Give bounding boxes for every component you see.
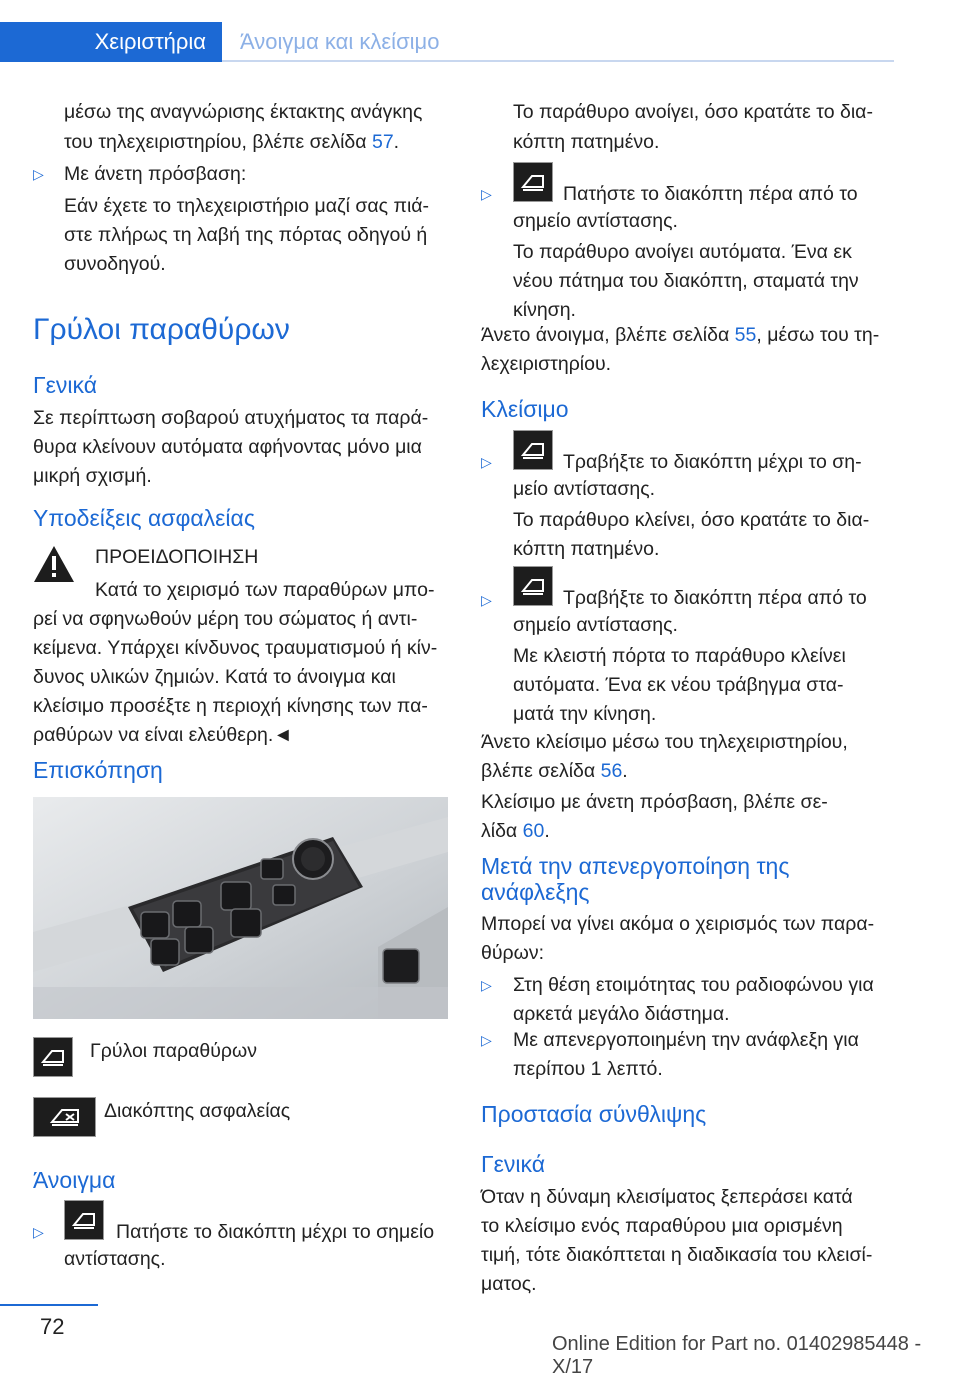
warning-line-1: Κατά το χειρισμό των παραθύρων μπο‐	[95, 579, 435, 601]
right-line-1: Το παράθυρο ανοίγει, όσο κρατάτε το δια‐	[513, 101, 873, 123]
general-line-1: Σε περίπτωση σοβαρού ατυχήματος τα παρά‐	[33, 407, 429, 429]
pinch-line-1: Όταν η δύναμη κλεισίματος ξεπεράσει κατά	[481, 1186, 853, 1208]
window-switch-icon	[64, 1200, 104, 1240]
after-ignition-line-2: θύρων:	[481, 942, 544, 964]
auto-open-line-4: νέου πάτημα του διακόπτη, σταματά την	[513, 270, 859, 292]
heading-after-ignition-line-2: ανάφλεξης	[481, 879, 590, 905]
close-step-2-line-2: σημείο αντίστασης.	[513, 614, 678, 636]
comfort-access-line-4: συνοδηγού.	[64, 253, 166, 275]
open-step-1-line-2: αντίστασης.	[64, 1248, 166, 1270]
bullet-marker: ▷	[33, 1224, 44, 1240]
after-ignition-line-1: Μπορεί να γίνει ακόμα ο χειρισμός των παρα‐	[481, 913, 875, 935]
general-line-3: μικρή σχισμή.	[33, 465, 152, 487]
heading-overview: Επισκόπηση	[33, 757, 163, 783]
bullet-marker: ▷	[481, 186, 492, 202]
close-step-1-line-4: κόπτη πατημένο.	[513, 538, 660, 560]
page-link-57[interactable]: 57	[371, 131, 394, 153]
auto-open-line-2: σημείο αντίστασης.	[513, 210, 678, 232]
heading-opening: Άνοιγμα	[33, 1167, 116, 1193]
bullet-marker: ▷	[481, 977, 492, 993]
after-ignition-item-1-line-2: αρκετά μεγάλο διάστημα.	[513, 1003, 730, 1025]
heading-safety: Υποδείξεις ασφαλείας	[33, 505, 255, 531]
page-header	[0, 0, 960, 62]
open-step-1-line-1: Πατήστε το διακόπτη μέχρι το σημείο	[116, 1221, 435, 1243]
right-line-2: κόπτη πατημένο.	[513, 131, 660, 153]
bullet-marker: ▷	[33, 166, 44, 182]
footer-rule	[0, 1304, 98, 1306]
comfort-open-line-1: Άνετο άνοιγμα, βλέπε σελίδα 55, μέσω του τη‐	[481, 324, 880, 346]
page-link-60[interactable]: 60	[522, 820, 545, 842]
safety-switch-icon	[33, 1097, 96, 1137]
bullet-marker: ▷	[481, 592, 492, 608]
intro-line-1: μέσω της αναγνώρισης έκτακτης ανάγκης	[64, 101, 423, 123]
warning-line-5: κλείσιμο προσέξτε η περιοχή κίνησης των πα‐	[33, 695, 428, 717]
warning-line-2: ρεί να σφηνωθούν μέρη του σώματος ή αντι‐	[33, 608, 418, 630]
window-switch-icon	[513, 566, 553, 606]
auto-open-line-1: Πατήστε το διακόπτη πέρα από το	[563, 183, 858, 205]
page-link-55[interactable]: 55	[734, 324, 757, 346]
pinch-line-4: ματος.	[481, 1273, 537, 1295]
close-step-2-line-1: Τραβήξτε το διακόπτη πέρα από το	[563, 587, 867, 609]
comfort-access-line-3: στε πλήρως τη λαβή της πόρτας οδηγού ή	[64, 224, 428, 246]
auto-open-line-3: Το παράθυρο ανοίγει αυτόματα. Ένα εκ	[513, 241, 852, 263]
door-switches-photo	[33, 797, 448, 1019]
intro-line-2: του τηλεχειριστηρίου, βλέπε σελίδα 57.	[64, 131, 400, 153]
close-step-1-line-1: Τραβήξτε το διακόπτη μέχρι το ση‐	[563, 451, 862, 473]
header-tab-controls: Χειριστήρια	[0, 22, 222, 62]
legend-safety-switch: Διακόπτης ασφαλείας	[104, 1100, 291, 1122]
comfort-close-line-1: Άνετο κλείσιμο μέσω του τηλεχειριστηρίου,	[481, 731, 848, 753]
warning-triangle-icon	[33, 545, 75, 588]
pinch-line-3: τιμή, τότε διακόπτεται η διαδικασία του κλεισί‐	[481, 1244, 873, 1266]
pinch-line-2: το κλείσιμο ενός παραθύρου μια ορισμένη	[481, 1215, 843, 1237]
heading-general: Γενικά	[33, 372, 98, 398]
after-ignition-item-2-line-2: περίπου 1 λεπτό.	[513, 1058, 663, 1080]
auto-open-line-5: κίνηση.	[513, 299, 576, 321]
page-number: 72	[40, 1314, 65, 1339]
heading-closing: Κλείσιμο	[481, 396, 569, 422]
comfort-close-line-2: βλέπε σελίδα 56.	[481, 760, 628, 782]
heading-pinch-protection: Προστασία σύνθλιψης	[481, 1101, 707, 1127]
comfort-access-close-line-2: λίδα 60.	[481, 820, 550, 842]
comfort-access-label: Με άνετη πρόσβαση:	[64, 163, 247, 185]
close-step-2-line-5: ματά την κίνηση.	[513, 703, 657, 725]
window-switch-icon	[33, 1037, 73, 1077]
comfort-open-line-2: λεχειριστηρίου.	[481, 353, 612, 375]
general-line-2: θυρα κλείνουν αυτόματα αφήνοντας μόνο μια	[33, 436, 422, 458]
legend-window-regulators: Γρύλοι παραθύρων	[90, 1040, 257, 1062]
warning-line-3: κείμενα. Υπάρχει κίνδυνος τραυματισμού ή κίν‐	[33, 637, 438, 659]
comfort-access-line-2: Εάν έχετε το τηλεχειριστήριο μαζί σας πιά‐	[64, 195, 430, 217]
window-switch-icon	[513, 162, 553, 202]
close-step-2-line-4: αυτόματα. Ένα εκ νέου τράβηγμα στα‐	[513, 674, 844, 696]
warning-line-6: ραθύρων να είναι ελεύθερη.◄	[33, 724, 293, 746]
heading-after-ignition-line-1: Μετά την απενεργοποίηση της	[481, 853, 790, 879]
close-step-2-line-3: Με κλειστή πόρτα το παράθυρο κλείνει	[513, 645, 846, 667]
after-ignition-item-2-line-1: Με απενεργοποιημένη την ανάφλεξη για	[513, 1029, 859, 1051]
window-switch-icon	[513, 430, 553, 470]
edition-note: Online Edition for Part no. 01402985448 - X/17	[552, 1333, 922, 1378]
close-step-1-line-2: μείο αντίστασης.	[513, 478, 656, 500]
heading-general-2: Γενικά	[481, 1151, 546, 1177]
header-rule	[222, 60, 894, 62]
header-tab-section: Άνοιγμα και κλείσιμο	[240, 29, 440, 54]
comfort-access-close-line-1: Κλείσιμο με άνετη πρόσβαση, βλέπε σε‐	[481, 791, 828, 813]
page-link-56[interactable]: 56	[600, 760, 623, 782]
warning-title: ΠΡΟΕΙΔΟΠΟΙΗΣΗ	[95, 546, 259, 568]
bullet-marker: ▷	[481, 1032, 492, 1048]
section-title-windows: Γρύλοι παραθύρων	[33, 313, 290, 346]
close-step-1-line-3: Το παράθυρο κλείνει, όσο κρατάτε το δια‐	[513, 509, 870, 531]
warning-line-4: δυνος υλικών ζημιών. Κατά το άνοιγμα και	[33, 666, 396, 688]
bullet-marker: ▷	[481, 454, 492, 470]
after-ignition-item-1-line-1: Στη θέση ετοιμότητας του ραδιοφώνου για	[513, 974, 874, 996]
